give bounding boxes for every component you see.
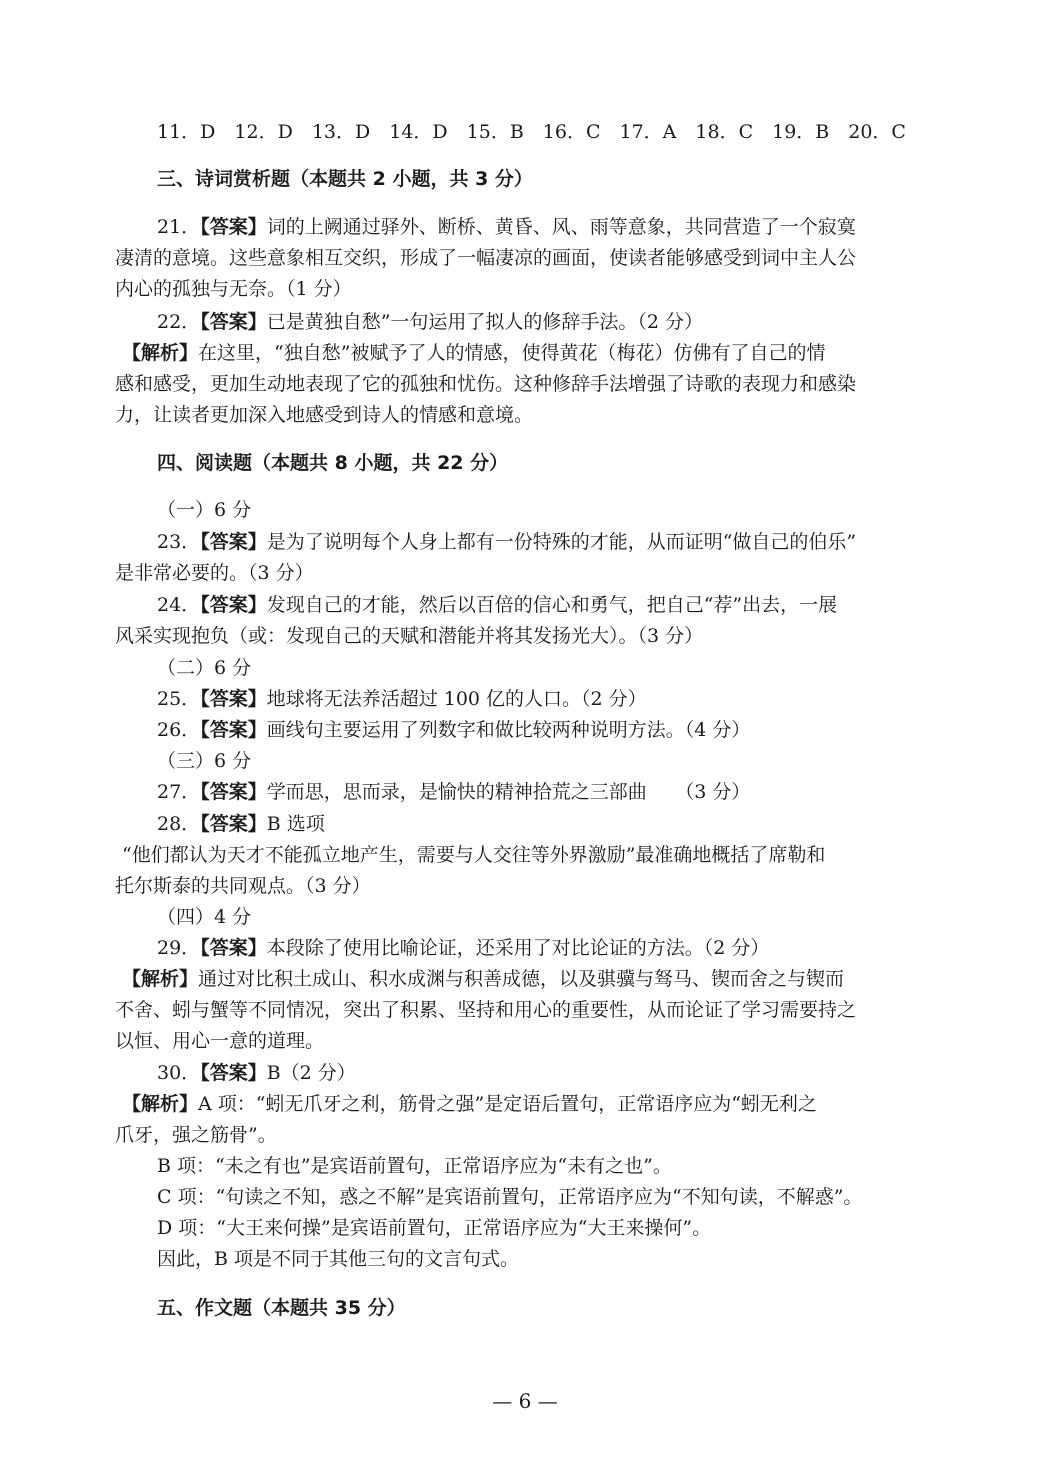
section-5-heading: 五、作文题（本题共 35 分） — [157, 1297, 406, 1319]
q29-analysis-line-3: 以恒、用心一意的道理。 — [115, 1030, 325, 1052]
q28-text: B 选项 — [266, 813, 325, 835]
q21-answer-tag: 【答案】 — [200, 216, 267, 238]
q25-answer — [157, 685, 647, 713]
q26-answer — [157, 716, 750, 744]
q30-text: B（2 分） — [266, 1062, 356, 1084]
part-4-label: （四）4 分 — [157, 906, 252, 928]
q22-analysis-line-1 — [122, 339, 825, 367]
q24-line-2: 风采实现抱负（或：发现自己的天赋和潜能并将其发扬光大）。（3 分） — [115, 625, 704, 647]
q30-conclusion: 因此，B 项是不同于其他三句的文言句式。 — [157, 1248, 520, 1270]
q22-text: 已是黄独自愁”一句运用了拟人的修辞手法。（2 分） — [266, 311, 704, 333]
q23-number: 23． — [157, 531, 201, 553]
q29-answer-tag: 【答案】 — [200, 937, 267, 959]
part-3-label: （三）6 分 — [157, 750, 252, 772]
q21-number: 21． — [157, 216, 201, 238]
q30-number: 30． — [157, 1062, 201, 1084]
q22-answer-tag: 【答案】 — [200, 311, 267, 333]
q26-answer-tag: 【答案】 — [200, 719, 267, 741]
q30-answer — [157, 1059, 356, 1087]
q24-answer-tag: 【答案】 — [200, 594, 267, 616]
q28-answer — [157, 810, 325, 838]
q21-line-3: 内心的孤独与无奈。（1 分） — [115, 278, 352, 300]
q30-analysis-tag: 【解析】 — [122, 1093, 199, 1115]
q24-text: 发现自己的才能，然后以百倍的信心和勇气，把自己“荐”出去，一展 — [266, 594, 838, 616]
q24-number: 24． — [157, 594, 201, 616]
q29-analysis-text: 通过对比积土成山、积水成渊与积善成德，以及骐骥与驽马、锲而舍之与锲而 — [198, 968, 845, 990]
q30-option-d: D 项：“大王来何操”是宾语前置句，正常语序应为“大王来操何”。 — [157, 1217, 712, 1239]
part-2-label: （二）6 分 — [157, 657, 252, 679]
q23-text: 是为了说明每个人身上都有一份特殊的才能，从而证明“做自己的伯乐” — [266, 531, 857, 553]
q24-line-1 — [157, 591, 837, 619]
q23-answer-tag: 【答案】 — [200, 531, 267, 553]
q27-text: 学而思，思而录，是愉快的精神拾荒之三部曲 （3 分） — [266, 781, 751, 803]
part-1-label: （一）6 分 — [157, 499, 252, 521]
q22-analysis-line-3: 力，让读者更加深入地感受到诗人的情感和意境。 — [115, 404, 534, 426]
q25-answer-tag: 【答案】 — [200, 688, 267, 710]
multiple-choice-answers: 11．D 12．D 13．D 14．D 15．B 16．C 17．A 18．C 19．B 20．C — [157, 121, 906, 143]
q22-analysis-tag: 【解析】 — [122, 342, 199, 364]
q26-text: 画线句主要运用了列数字和做比较两种说明方法。（4 分） — [266, 719, 751, 741]
q25-number: 25． — [157, 688, 201, 710]
q30-option-b: B 项：“未之有也”是宾语前置句，正常语序应为“未有之也”。 — [157, 1155, 672, 1177]
section-3-heading: 三、诗词赏析题（本题共 2 小题，共 3 分） — [157, 168, 533, 190]
q30-analysis-line-1 — [122, 1090, 817, 1118]
q27-number: 27． — [157, 781, 201, 803]
q25-text: 地球将无法养活超过 100 亿的人口。（2 分） — [266, 688, 647, 710]
q30-option-c: C 项：“句读之不知，惑之不解”是宾语前置句，正常语序应为“不知句读，不解惑”。 — [157, 1186, 863, 1208]
q29-analysis-line-1 — [122, 965, 844, 993]
q30-answer-tag: 【答案】 — [200, 1062, 267, 1084]
q26-number: 26． — [157, 719, 201, 741]
q21-text: 词的上阙通过驿外、断桥、黄昏、风、雨等意象，共同营造了一个寂寞 — [266, 216, 856, 238]
q27-answer — [157, 778, 750, 806]
q22-analysis-line-2: 感和感受，更加生动地表现了它的孤独和忧伤。这种修辞手法增强了诗歌的表现力和感染 — [115, 373, 857, 395]
q22-number: 22． — [157, 311, 201, 333]
q28-number: 28． — [157, 813, 201, 835]
q21-line-2: 凄清的意境。这些意象相互交织，形成了一幅凄凉的画面，使读者能够感受到词中主人公 — [115, 247, 857, 269]
section-4-heading: 四、阅读题（本题共 8 小题，共 22 分） — [157, 452, 509, 474]
q23-line-1 — [157, 528, 856, 556]
q28-answer-tag: 【答案】 — [200, 813, 267, 835]
q29-number: 29． — [157, 937, 201, 959]
q29-analysis-tag: 【解析】 — [122, 968, 199, 990]
page-number: — 6 — — [492, 1389, 558, 1413]
q28-explanation-line-1: “他们都认为天才不能孤立地产生，需要与人交往等外界激励”最准确地概括了席勒和 — [122, 844, 826, 866]
q28-explanation-line-2: 托尔斯泰的共同观点。（3 分） — [115, 875, 371, 897]
q30-analysis-line-2: 爪牙，强之筋骨”。 — [115, 1124, 277, 1146]
q23-line-2: 是非常必要的。（3 分） — [115, 562, 314, 584]
q29-analysis-line-2: 不舍、蚓与蟹等不同情况，突出了积累、坚持和用心的重要性，从而论证了学习需要持之 — [115, 999, 857, 1021]
q29-text: 本段除了使用比喻论证，还采用了对比论证的方法。（2 分） — [266, 937, 770, 959]
q22-analysis-text: 在这里，“独自愁”被赋予了人的情感，使得黄花（梅花）仿佛有了自己的情 — [198, 342, 826, 364]
q30-analysis-text: A 项：“蚓无爪牙之利，筋骨之强”是定语后置句，正常语序应为“蚓无利之 — [198, 1093, 817, 1115]
q27-answer-tag: 【答案】 — [200, 781, 267, 803]
q22-answer — [157, 308, 703, 336]
q21-line-1 — [157, 213, 856, 241]
q29-answer — [157, 934, 769, 962]
